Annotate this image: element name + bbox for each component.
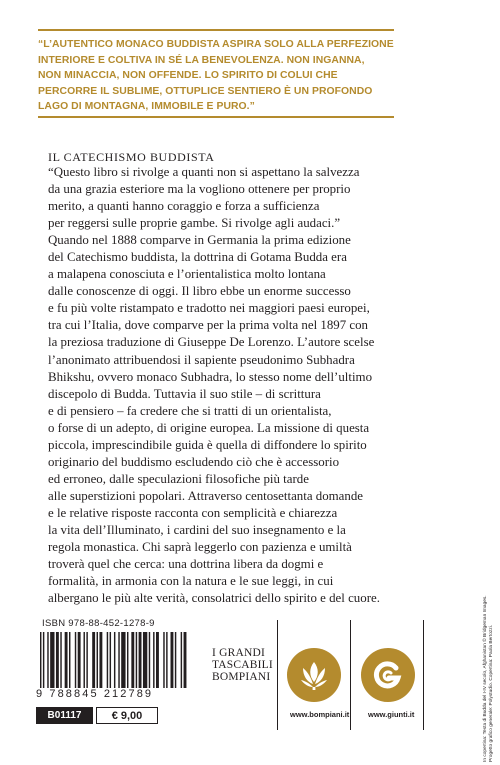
blurb-line: “Questo libro si rivolge a quanti non si aspettano la salvezza — [48, 165, 360, 179]
blurb-line: Bhikshu, ovvero monaco Subhadra, lo stesso nome dell’ultimo — [48, 369, 373, 384]
price: € 9,00 — [96, 707, 158, 724]
blurb-line: a malapena conosciuta e l’orientalistica molto lontana — [48, 267, 326, 282]
blurb-line: per reggersi sulle proprie gambe. Si rivolge agli audaci.” — [48, 216, 341, 231]
blurb-line: ed erroneo, dalle speculazioni filosofiche più tarde — [48, 471, 309, 486]
blurb-line: o forse di un adepto, di origine europea. La missione di questa — [48, 420, 370, 435]
blurb-line: l’anonimato attribuendosi il sapiente pseudonimo Subhadra — [48, 352, 355, 367]
pull-quote-line: INTERIORE E COLTIVA IN SÉ LA BENEVOLENZA. NON INGANNA, — [38, 54, 365, 66]
pull-quote-line: NON MINACCIA, NON OFFENDE. LO SPIRITO DI COLUI CHE — [38, 70, 338, 82]
blurb-line: discepolo di Budda. Tuttavia il suo stile – di scrittura — [48, 386, 321, 401]
blurb-line: alle superstizioni popolari. Attraverso centosettanta domande — [48, 488, 364, 503]
blurb-line: formalità, in armonia con la natura e le sue leggi, in cui — [48, 574, 334, 589]
giunti-logo — [361, 648, 415, 702]
series-line: I GRANDI — [212, 647, 266, 659]
bompiani-url[interactable]: www.bompiani.it — [290, 710, 350, 719]
blurb-line: piccola, imprescindibile guida è quella di diffondere lo spirito — [48, 437, 367, 452]
lotus-icon — [287, 648, 341, 702]
blurb-line: del Catechismo buddista, la dottrina di Gotama Budda era — [48, 250, 347, 265]
blurb-line: originario del buddismo escludendo ciò che è accessorio — [48, 454, 340, 469]
blurb-title: IL CATECHISMO BUDDISTA — [48, 150, 215, 164]
barcode-digits: 9 788845 212789 — [36, 688, 154, 700]
pull-quote — [38, 29, 394, 118]
catalog-code: B01117 — [36, 707, 93, 724]
pull-quote-line: LAGO DI MONTAGNA, IMMOBILE E PURO.” — [38, 101, 255, 113]
divider — [277, 620, 278, 730]
spiral-g-icon — [361, 648, 415, 702]
blurb-line: da una grazia esteriore ma la vogliono ottenere per proprio — [48, 182, 351, 197]
credit-line: Progetto grafico generale: Polystudio. Copertina: Paola Bertozzi. — [489, 624, 495, 762]
blurb-line: la vita dell’Illuminato, i cardini del suo insegnamento e la — [48, 522, 346, 537]
blurb-line: Quando nel 1888 comparve in Germania la prima edizione — [48, 233, 351, 248]
series-line: BOMPIANI — [212, 671, 271, 683]
blurb-line: albergano le più alte verità, consolatrici dello spirito e del cuore. — [48, 591, 380, 606]
divider — [350, 620, 351, 730]
pull-quote-line: PERCORRE IL SUBLIME, OTTUPLICE SENTIERO È UN PROFONDO — [38, 85, 373, 97]
blurb-line: troverà quel che cerca: una dottrina libera da dogmi e — [48, 557, 324, 572]
blurb-line: merito, a quanti hanno coraggio e forza a sufficienza — [48, 199, 320, 214]
series-name — [212, 647, 272, 683]
blurb-text — [48, 164, 408, 607]
cover-credits — [466, 530, 500, 765]
pull-quote-line: “L’AUTENTICO MONACO BUDDISTA ASPIRA SOLO ALLA PERFEZIONE — [38, 39, 394, 50]
blurb-line: regola monastica. Chi saprà leggerlo con pazienza e umiltà — [48, 540, 352, 555]
blurb-line: la preziosa traduzione di Giuseppe De Lorenzo. L’autore scelse — [48, 335, 375, 350]
blurb-line: dalle conoscenze di oggi. Il libro ebbe un enorme successo — [48, 284, 351, 299]
barcode-icon — [36, 632, 196, 690]
blurb-line: e fu più volte ristampato e tradotto nei maggiori paesi europei, — [48, 301, 370, 316]
credit-line: In copertina: Testa di Budda del I-IV secolo, Afghanistan © Bridgeman Images. — [483, 595, 488, 762]
isbn-label: ISBN 978-88-452-1278-9 — [42, 618, 155, 629]
giunti-url[interactable]: www.giunti.it — [368, 710, 415, 719]
bompiani-logo — [287, 648, 341, 702]
divider — [423, 620, 424, 730]
blurb-line: e le relative risposte racconta con semplicità e chiarezza — [48, 505, 338, 520]
series-line: TASCABILI — [212, 659, 273, 671]
blurb-line: e di pensiero – fa credere che si tratti di un orientalista, — [48, 403, 332, 418]
barcode-block — [36, 618, 196, 724]
blurb-line: tra cui l’Italia, dove comparve per la prima volta nel 1897 con — [48, 318, 368, 333]
